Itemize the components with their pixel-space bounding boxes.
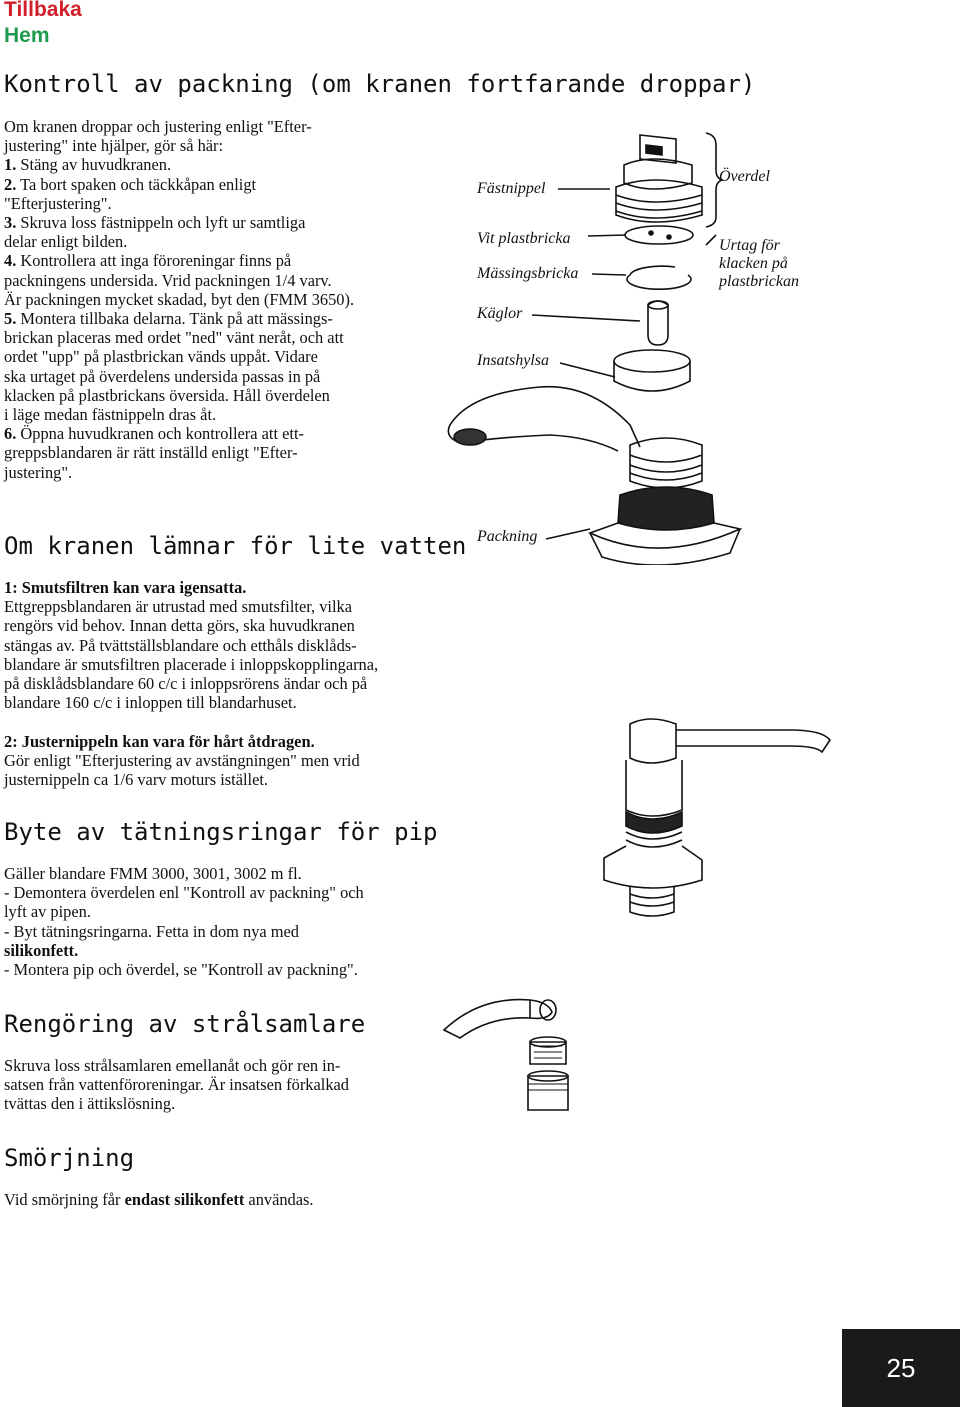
text-line: Om kranen droppar och justering enligt "Efter- (4, 117, 312, 136)
page-number: 25 (842, 1329, 960, 1407)
label-urtag-line: klacken på (719, 255, 788, 272)
text-line: greppsblandaren är rätt inställd enligt "Efter- (4, 443, 298, 463)
subheading: 1: Smutsfiltren kan vara igensatta. (4, 578, 247, 597)
step-line: 5. Montera tillbaka delarna. Tänk på att mässings- (4, 309, 333, 329)
label-packning: Packning (477, 528, 538, 545)
section-title-stralsamlare: Rengöring av strålsamlare (4, 1010, 366, 1038)
step-line: 1. Stäng av huvudkranen. (4, 155, 172, 175)
text-line: brickan placeras med ordet "ned" vänt neråt, och att (4, 328, 344, 348)
text-line: - Montera pip och överdel, se "Kontroll av packning". (4, 960, 358, 980)
text-line: Ettgreppsblandaren är utrustad med smutsfilter, vilka (4, 597, 353, 617)
home-link[interactable]: Hem (4, 24, 50, 47)
text-line: packningens undersida. Vrid packningen 1/4 varv. (4, 270, 332, 290)
label-urtag-line: plastbrickan (719, 273, 799, 290)
section-text-tatningsringar (4, 864, 364, 979)
text-line-bold: silikonfett. (4, 940, 79, 960)
label-kaglor: Käglor (477, 305, 523, 322)
label-urtag (719, 237, 799, 291)
section-text-lite-vatten (4, 578, 378, 712)
mixer-spout-diagram (590, 700, 860, 930)
text-line: stängas av. På tvättställsblandare och etthåls disklåds- (4, 635, 357, 655)
section-title-lite-vatten: Om kranen lämnar för lite vatten (4, 532, 467, 560)
text-line: justering". (4, 462, 73, 482)
section-text-stralsamlare (4, 1056, 349, 1114)
step-line: 3. Skruva loss fästnippeln och lyft ur samtliga (4, 213, 306, 233)
text-line: klacken på plastbrickans översida. Håll överdelen (4, 385, 330, 405)
text-line: ordet "upp" på plastbrickan vänds uppåt. Vidare (4, 347, 318, 367)
text-line: - Demontera överdelen enl "Kontroll av packning" och (4, 883, 364, 903)
text-line: rengörs vid behov. Innan detta görs, ska huvudkranen (4, 616, 355, 636)
text-line: Skruva loss strålsamlaren emellanåt och gör ren in- (4, 1056, 341, 1075)
step-line: 4. Kontrollera att inga föroreningar finns på (4, 251, 292, 271)
label-massingsbricka: Mässingsbricka (477, 265, 579, 282)
label-urtag-line: Urtag för (719, 237, 780, 254)
section-text-justernippel (4, 732, 360, 790)
text-line: Är packningen mycket skadad, byt den (FMM 3650). (4, 289, 355, 309)
text-line: på disklådsblandare 60 c/c i inloppsrörens ändar och på (4, 674, 368, 694)
section-title-smorjning: Smörjning (4, 1144, 135, 1172)
text-line: delar enligt bilden. (4, 232, 128, 252)
step-line: 2. Ta bort spaken och täckkåpan enligt (4, 174, 257, 194)
aerator-diagram (440, 990, 630, 1130)
back-link[interactable]: Tillbaka (4, 0, 82, 21)
section-text-smorjning (4, 1190, 314, 1209)
text-span: användas. (244, 1190, 314, 1209)
text-line: i läge medan fästnippeln dras åt. (4, 405, 217, 425)
text-line: Gör enligt "Efterjustering av avstängningen" men vrid (4, 751, 360, 771)
section-title-packning: Kontroll av packning (om kranen fortfarande droppar) (4, 70, 756, 98)
text-line: tvättas den i ättikslösning. (4, 1094, 176, 1114)
section-text-packning (4, 117, 354, 482)
label-fastnippel: Fästnippel (477, 180, 546, 197)
text-line: justernippeln ca 1/6 varv moturs istället. (4, 770, 269, 790)
text-line: "Efterjustering". (4, 193, 112, 213)
text-line: - Byt tätningsringarna. Fetta in dom nya med (4, 921, 299, 941)
text-line: blandare är smutsfiltren placerade i inloppskopplingarna, (4, 654, 379, 674)
text-line: lyft av pipen. (4, 902, 91, 922)
text-span-bold: endast silikonfett (124, 1190, 245, 1209)
text-line: blandare 160 c/c i inloppen till blandarhuset. (4, 693, 297, 713)
label-vit-plastbricka: Vit plastbricka (477, 230, 571, 247)
label-insatshylsa: Insatshylsa (477, 352, 549, 369)
text-line: satsen från vattenföroreningar. Är insatsen förkalkad (4, 1075, 349, 1095)
text-line: justering" inte hjälper, gör så här: (4, 136, 224, 156)
text-line: Gäller blandare FMM 3000, 3001, 3002 m fl. (4, 864, 302, 883)
label-overdel: Överdel (719, 168, 770, 185)
text-line: ska urtaget på överdelens undersida passas in på (4, 366, 321, 386)
subheading: 2: Justernippeln kan vara för hårt åtdragen. (4, 732, 315, 751)
text-span: Vid smörjning får (4, 1190, 125, 1209)
section-title-tatningsringar: Byte av tätningsringar för pip (4, 818, 438, 846)
step-line: 6. Öppna huvudkranen och kontrollera att ett- (4, 424, 304, 444)
